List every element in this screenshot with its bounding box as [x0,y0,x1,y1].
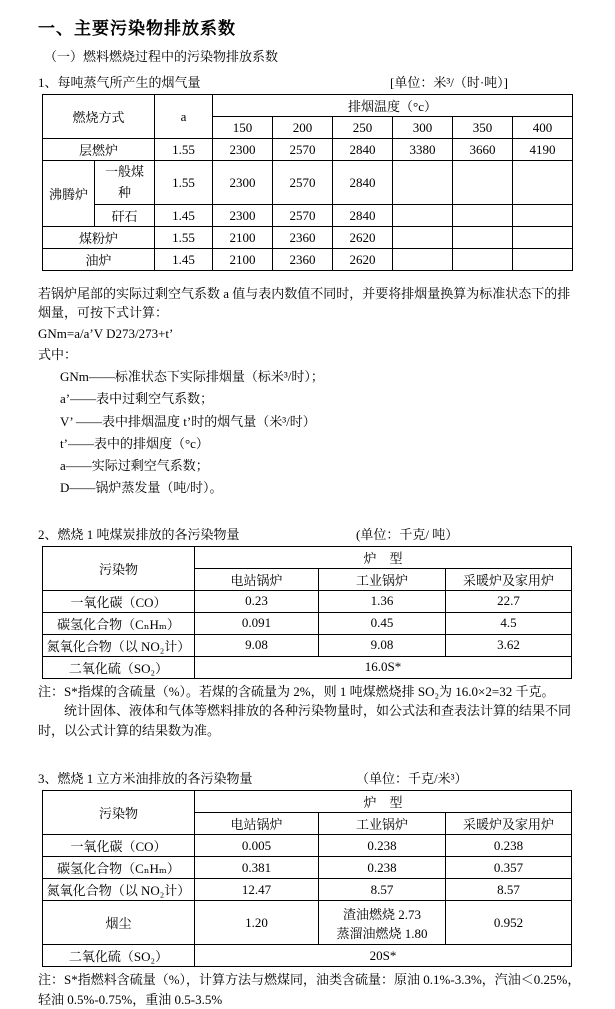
section2-unit: (单位：千克/ 吨） [356,526,459,542]
header-cell-burn-method: 燃烧方式 [43,95,155,139]
where-label: 式中： [38,347,78,362]
section1-heading-row [38,72,595,90]
row-label: 一氧化碳（CO） [43,835,195,857]
temp-cell: 250 [333,117,393,139]
note-line: 注：S*指燃料含硫量（%），计算方法与燃煤同，油类含硫量：原油 0.1%-3.3%，汽油＜0.25%，轻油 0.5%-0.75%，重油 0.5-3.5% [38,972,581,1007]
header-cell-furnace-type: 炉 型 [195,546,572,568]
data-cell: 1.55 [155,161,213,205]
data-cell: 0.005 [195,835,319,857]
data-cell-so2: 20S* [195,945,572,967]
data-cell: 3380 [393,139,453,161]
data-cell: 9.08 [319,634,446,656]
data-cell: 2570 [273,205,333,227]
flue-gas-table [42,94,573,271]
temp-cell: 400 [513,117,573,139]
dust-line: 蒸溜油燃烧 1.80 [336,925,428,941]
table-row [43,95,573,117]
data-cell: 2570 [273,139,333,161]
data-cell: 2840 [333,205,393,227]
empty-cell [453,249,513,271]
row-label: 氮氧化合物（以 NO₂计） [43,634,195,656]
row-label: 烟尘 [43,901,195,945]
table-row [43,590,572,612]
data-cell: 1.45 [155,249,213,271]
table-row [43,139,573,161]
header-cell: 采暖炉及家用炉 [446,813,572,835]
row-group-label: 沸腾炉 [43,161,95,227]
coal-pollutant-table [42,546,572,679]
definition-item: V’ ——表中排烟温度 t’时的烟气量（米³/时） [60,413,316,429]
data-cell: 0.238 [446,835,572,857]
header-cell: 工业锅炉 [319,813,446,835]
data-cell: 0.952 [446,901,572,945]
empty-cell [393,205,453,227]
section2-notes [38,682,595,741]
header-cell: 电站锅炉 [195,568,319,590]
empty-cell [513,161,573,205]
row-label: 碳氢化合物（CₙHₘ） [43,857,195,879]
table-row [43,612,572,634]
data-cell: 0.45 [319,612,446,634]
section3-heading-row [38,768,595,786]
note-line: 注：S*指煤的含硫量（%）。若煤的含硫量为 2%，则 1 吨煤燃烧排 SO₂为 16.0×2=32 千克。 [38,683,555,699]
conversion-paragraph: 若锅炉尾部的实际过剩空气系数 a 值与表内数值不同时，并要将排烟量换算为标准状态下的排烟量，可按下式计算： [38,286,571,320]
definition-item: GNm——标准状态下实际排烟量（标米³/时）； [60,369,324,384]
section3-heading: 3、燃烧 1 立方米油排放的各污染物量 [38,771,253,787]
empty-cell [453,205,513,227]
section3-notes [38,970,595,1009]
header-cell-pollutant: 污染物 [43,546,195,590]
doc-title: 一、主要污染物排放系数 [38,19,236,38]
data-cell: 2840 [333,161,393,205]
definition-item: D——锅炉蒸发量（吨/时）。 [60,480,223,496]
section2-heading-row [38,524,595,542]
data-cell: 2360 [273,249,333,271]
data-cell: 1.45 [155,205,213,227]
table-row [43,249,573,271]
table-row [43,634,572,656]
data-cell: 12.47 [195,879,319,901]
data-cell: 0.23 [195,590,319,612]
data-cell: 1.55 [155,139,213,161]
table-row [43,901,572,945]
header-cell-furnace-type: 炉 型 [195,791,572,813]
data-cell: 2300 [213,161,273,205]
data-cell: 8.57 [446,879,572,901]
data-cell: 3660 [453,139,513,161]
header-cell-pollutant: 污染物 [43,791,195,835]
data-cell: 2620 [333,249,393,271]
header-cell-a: a [155,95,213,139]
empty-cell [453,227,513,249]
table-row [43,857,572,879]
data-cell: 1.55 [155,227,213,249]
data-cell-dust-industrial [319,901,446,945]
data-cell: 2100 [213,227,273,249]
temp-cell: 200 [273,117,333,139]
conversion-formula: GNm=a/a’V D273/273+t’ [38,326,174,341]
data-cell: 2100 [213,249,273,271]
row-label: 油炉 [43,249,155,271]
row-label: 一氧化碳（CO） [43,590,195,612]
empty-cell [513,227,573,249]
temp-cell: 150 [213,117,273,139]
data-cell: 0.091 [195,612,319,634]
row-label: 矸石 [95,205,155,227]
data-cell: 0.357 [446,857,572,879]
data-cell: 2300 [213,139,273,161]
data-cell: 2840 [333,139,393,161]
row-label: 层燃炉 [43,139,155,161]
table-row [43,161,573,205]
data-cell: 0.238 [319,835,446,857]
data-cell: 22.7 [446,590,572,612]
table-row [43,835,572,857]
empty-cell [453,161,513,205]
table-row [43,945,572,967]
temp-cell: 300 [393,117,453,139]
row-label: 氮氧化合物（以 NO₂计） [43,879,195,901]
data-cell: 2570 [273,161,333,205]
table-row [43,879,572,901]
section1-unit: [单位：米³/（时·吨）] [390,75,508,90]
row-label: 二氧化硫（SO₂） [43,656,195,678]
section1-heading: 1、每吨蒸气所产生的烟气量 [38,75,201,90]
data-cell: 1.20 [195,901,319,945]
definition-item: a’——表中过剩空气系数； [60,391,214,407]
header-cell-temp: 排烟温度（°c） [213,95,573,117]
header-cell: 工业锅炉 [319,568,446,590]
table-row [43,205,573,227]
temp-cell: 350 [453,117,513,139]
table-row [43,546,572,568]
data-cell: 2360 [273,227,333,249]
table-row [43,656,572,678]
data-cell: 0.381 [195,857,319,879]
section3-unit: （单位：千克/米³） [356,771,468,787]
empty-cell [393,227,453,249]
table-row [43,227,573,249]
doc-subtitle: （一）燃料燃烧过程中的污染物排放系数 [44,49,279,64]
data-cell: 9.08 [195,634,319,656]
row-label: 煤粉炉 [43,227,155,249]
row-label: 二氧化硫（SO₂） [43,945,195,967]
definition-list [38,366,595,500]
header-cell: 电站锅炉 [195,813,319,835]
definition-item: a——实际过剩空气系数； [60,458,209,474]
data-cell: 3.62 [446,634,572,656]
table-row [43,791,572,813]
section2-heading: 2、燃烧 1 吨煤炭排放的各污染物量 [38,526,240,542]
row-label [95,161,155,205]
data-cell: 1.36 [319,590,446,612]
data-cell: 4.5 [446,612,572,634]
data-cell: 2300 [213,205,273,227]
row-label: 碳氢化合物（CₙHₘ） [43,612,195,634]
definition-item: t’——表中的排烟度（°c） [60,435,209,451]
row-label-text: 一般煤种 [104,164,144,200]
header-cell: 采暖炉及家用炉 [446,568,572,590]
empty-cell [393,249,453,271]
note-line: 统计固体、液体和气体等燃料排放的各种污染物量时，如公式法和查表法计算的结果不同时，以公式计算的结果数为准。 [38,703,572,738]
oil-pollutant-table [42,790,572,967]
data-cell: 4190 [513,139,573,161]
data-cell-so2: 16.0S* [195,656,572,678]
data-cell: 2620 [333,227,393,249]
empty-cell [513,205,573,227]
dust-line: 渣油燃烧 2.73 [342,906,421,922]
empty-cell [513,249,573,271]
data-cell: 0.238 [319,857,446,879]
empty-cell [393,161,453,205]
data-cell: 8.57 [319,879,446,901]
